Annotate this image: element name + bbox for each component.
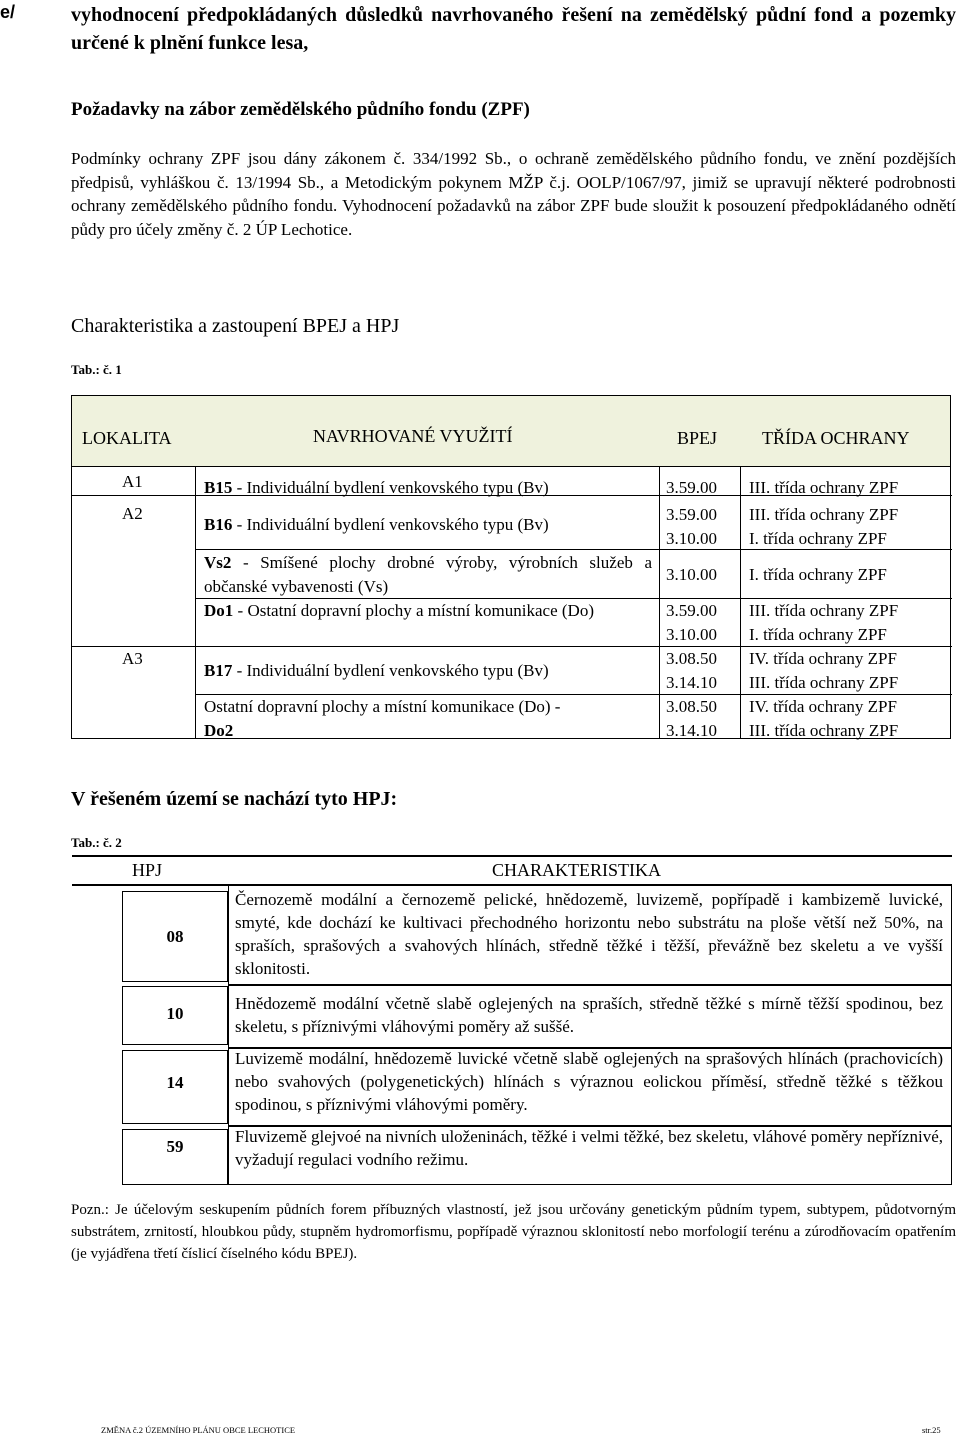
table-row-lokalita: A1 [122,472,143,491]
col-lokalita: LOKALITA [82,428,172,448]
table-row-charakteristika: Luvizemě modální, hnědozemě luvické včetně slabě oglejených na sprašových hlínách (prachovicích) nebo svahových (polygenetických) hlínách s výraznou eolickou příměsí, středně těžké s těžkou spodinou, s příznivými vláhovými poměry. [235,1049,943,1114]
col-vyuziti: NAVRHOVANÉ VYUŽITÍ [313,426,513,446]
table-row-lokalita: A2 [122,504,143,523]
footer-left: ZMĚNA č.2 ÚZEMNÍHO PLÁNU OBCE LECHOTICE [101,1425,296,1435]
table-row-vyuziti: Ostatní dopravní plochy a místní komunikace (Do) - Do2 [204,697,561,740]
col-hpj: HPJ [132,860,163,880]
table-row-trida: III. třída ochrany ZPF I. třída ochrany ZPF [749,505,899,548]
table-row-lokalita: A3 [122,649,143,668]
table-row-vyuziti: B17 - Individuální bydlení venkovského typu (Bv) [204,661,549,680]
section-label: e/ [0,2,16,22]
table-row-charakteristika: Černozemě modální a černozemě pelické, hnědozemě, luvizemě, popřípadě i kambizemě luvické, smyté, kde dochází ke kultivaci přechodného horizontu nebo substrátu na ploše větší než 50%, na spraších, sprašových a svahových hlínách, středně těžké i těžší, převážně bez skeletu a ve vyšší sklonitosti. [235,890,943,978]
table-row-charakteristika: Fluvizemě glejvoé na nivních uloženinách, těžké i velmi těžké, bez skeletu, vláhové poměry nepříznivé, vyžadují regulaci vodního režimu. [235,1127,943,1169]
hpj-note: Pozn.: Je účelovým seskupením půdních forem příbuzných vlastností, jež jsou určovány genetickým půdním typem, subtypem, půdotvorným substrátem, zrnitostí, hloubkou půdy, stupněm hydromorfismu, popřípadě výraznou sklonitostí nebo morfologií terénu a zúrodňovacím opatřením (je vyjádřena třetí číslicí číselného kódu BPEJ). [71,1202,956,1262]
table2-label: Tab.: č. 2 [71,835,122,850]
table-row-bpej: 3.59.00 3.10.00 [666,505,717,548]
table-row-bpej: 3.08.50 3.14.10 [666,649,717,692]
zpf-paragraph: Podmínky ochrany ZPF jsou dány zákonem č. 334/1992 Sb., o ochraně zemědělského půdního fondu, ve znění pozdějších předpisů, vyhláškou č. 13/1994 Sb., a Metodickým pokynem MŽP č.j. OOLP/1067/97, jimiž se upravují některé podrobnosti ochrany zemědělského půdního fondu. Vyhodnocení požadavků na zábor ZPF bude sloužit k posouzení předpokládaného odnětí půdy pro účely změny č. 2 ÚP Lechotice. [71,149,956,239]
col-charakteristika: CHARAKTERISTIKA [492,860,661,880]
hpj-section-title: V řešeném území se nachází tyto HPJ: [71,788,398,810]
table-header [72,396,950,467]
table-row-trida: III. třída ochrany ZPF I. třída ochrany ZPF [749,601,899,644]
bpej-section-title: Charakteristika a zastoupení BPEJ a HPJ [71,315,400,337]
table-row-bpej: 3.10.00 [666,565,717,584]
table-row-trida: IV. třída ochrany ZPF III. třída ochrany ZPF [749,649,899,692]
table-row-vyuziti: Vs2 - Smíšené plochy drobné výroby, výrobních služeb a občanské vybavenosti (Vs) [204,553,652,596]
table1-label: Tab.: č. 1 [71,362,122,377]
table-row-bpej: 3.59.00 [666,478,717,497]
bpej-table [71,395,951,739]
table-row-hpj: 08 [166,927,184,946]
table-row-hpj: 10 [166,1004,184,1023]
section-heading: vyhodnocení předpokládaných důsledků navrhovaného řešení na zemědělský půdní fond a pozemky určené k plnění funkce lesa, [71,4,956,54]
col-trida: TŘÍDA OCHRANY [762,428,910,448]
table-row-vyuziti: B15 - Individuální bydlení venkovského typu (Bv) [204,478,549,497]
hpj-table [72,855,952,1185]
footer-page: str.25 [922,1425,941,1435]
table-row-trida: IV. třída ochrany ZPF III. třída ochrany ZPF [749,697,899,740]
table-row-hpj: 14 [166,1073,184,1092]
zpf-title: Požadavky na zábor zemědělského půdního fondu (ZPF) [71,99,530,120]
table-row-hpj: 59 [166,1137,184,1156]
table-row-bpej: 3.59.00 3.10.00 [666,601,717,644]
table-row-vyuziti: Do1 - Ostatní dopravní plochy a místní komunikace (Do) [204,601,594,620]
table-row-charakteristika: Hnědozemě modální včetně slabě oglejených na spraších, středně těžké s mírně těžší spodinou, bez skeletu, s příznivými vláhovými poměry až suššé. [235,994,943,1036]
table-row-vyuziti: B16 - Individuální bydlení venkovského typu (Bv) [204,515,549,534]
col-bpej: BPEJ [677,428,718,448]
table-row-trida: III. třída ochrany ZPF [749,478,899,497]
table-row-bpej: 3.08.50 3.14.10 [666,697,717,740]
table-row-trida: I. třída ochrany ZPF [749,565,887,584]
